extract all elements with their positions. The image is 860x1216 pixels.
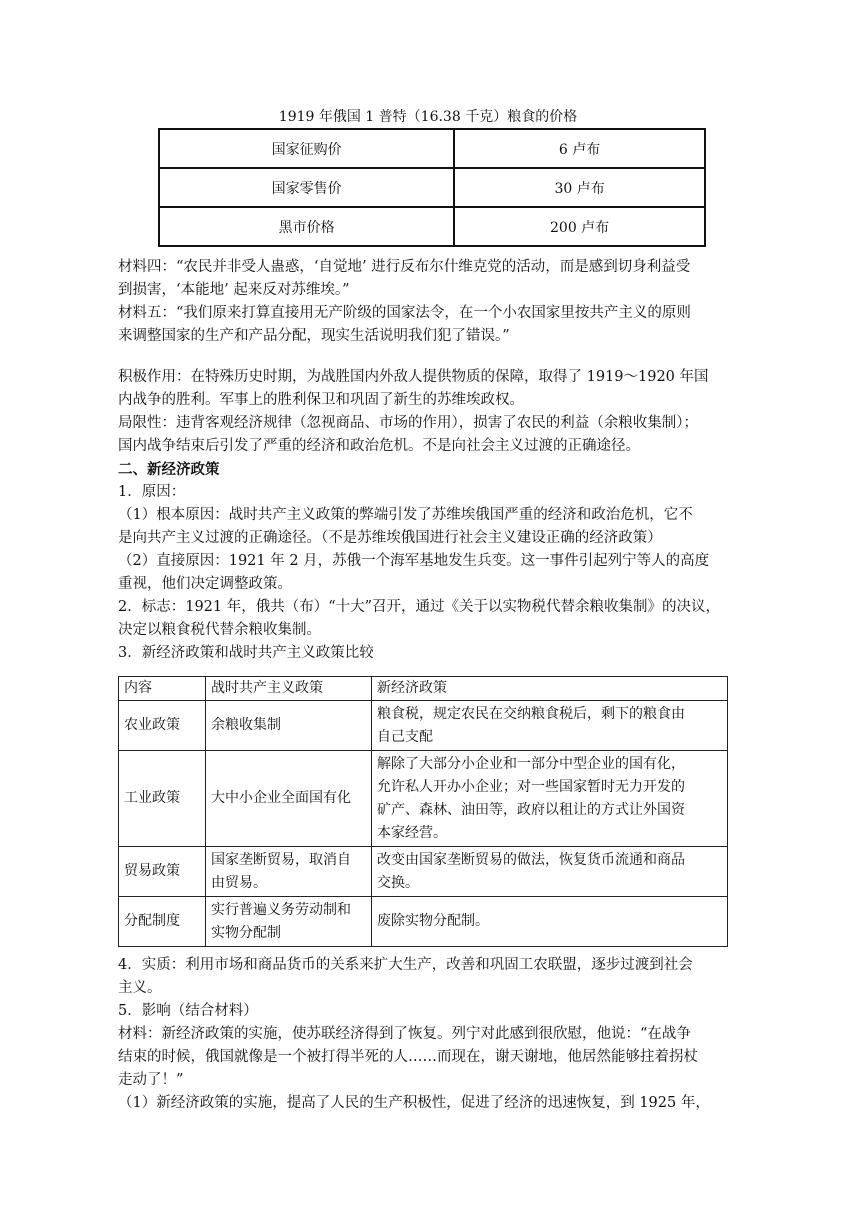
- war-policy-cell: [206, 751, 372, 847]
- section-heading: 二、新经济政策: [118, 461, 220, 478]
- table-row: [119, 701, 728, 751]
- table-row: [159, 207, 705, 246]
- cell-line: 国家垄断贸易，取消自: [211, 851, 351, 868]
- cell-line: 本家经营。: [377, 824, 447, 841]
- text-line: 3．新经济政策和战时共产主义政策比较: [118, 645, 374, 661]
- text-line: 决定以粮食税代替余粮收集制。: [118, 622, 321, 638]
- topic-cell: 贸易政策: [119, 847, 206, 897]
- table-row: [119, 897, 728, 947]
- topic-cell: 农业政策: [119, 701, 206, 751]
- table-cell: 30 卢布: [454, 168, 705, 207]
- table-cell: 国家征购价: [159, 129, 454, 168]
- text-line: 局限性：违背客观经济规律（忽视商品、市场的作用），损害了农民的利益（余粮收集制）；: [118, 415, 698, 431]
- text-line: 结束的时候，俄国就像是一个被打得半死的人……而现在，谢天谢地，他居然能够拄着拐杖: [118, 1049, 698, 1065]
- table-cell: 6 卢布: [454, 129, 705, 168]
- nep-policy-cell: [372, 751, 728, 847]
- nep-policy-cell: [372, 847, 728, 897]
- table-header-row: [119, 677, 728, 701]
- text-line: 内战争的胜利。军事上的胜利保卫和巩固了新生的苏维埃政权。: [118, 392, 524, 408]
- text-line: （1）新经济政策的实施，提高了人民的生产积极性，促进了经济的迅速恢复，到 1925 年，: [118, 1095, 710, 1111]
- table-row: [159, 168, 705, 207]
- text-line: 1．原因：: [118, 484, 186, 500]
- table-row: [159, 129, 705, 168]
- table-cell: 国家零售价: [159, 168, 454, 207]
- text-line: 走动了！”: [118, 1072, 184, 1088]
- table-cell: 200 卢布: [454, 207, 705, 246]
- table-row: [119, 847, 728, 897]
- nep-policy-cell: [372, 897, 728, 947]
- war-policy-cell: [206, 897, 372, 947]
- materials-paragraph: [118, 256, 738, 348]
- text-line: 5．影响（结合材料）: [118, 1003, 258, 1019]
- text-line: （1）根本原因：战时共产主义政策的弊端引发了苏维埃俄国严重的经济和政治危机，它不: [118, 507, 693, 523]
- cell-line: 实物分配制: [211, 924, 281, 941]
- price-table-caption: 1919 年俄国 1 普特（16.38 千克）粮食的价格: [278, 109, 578, 125]
- table-row: [119, 751, 728, 847]
- cell-line: 粮食税，规定农民在交纳粮食税后，剩下的粮食由: [377, 705, 685, 722]
- text-line: 是向共产主义过渡的正确途径。（不是苏维埃俄国进行社会主义建设正确的经济政策）: [118, 530, 662, 546]
- text-line: 重视，他们决定调整政策。: [118, 576, 292, 592]
- text-line: 4．实质：利用市场和商品货币的关系来扩大生产，改善和巩固工农联盟，逐步过渡到社会: [118, 957, 693, 973]
- header-cell: 新经济政策: [372, 677, 728, 701]
- nep-policy-cell: [372, 701, 728, 751]
- text-line: 材料：新经济政策的实施，使苏联经济得到了恢复。列宁对此感到很欣慰，他说：“在战争: [118, 1026, 691, 1042]
- cell-line: 允许私人开办小企业；对一些国家暂时无力开发的: [377, 778, 685, 795]
- cell-line: 实行普遍义务劳动制和: [211, 901, 351, 918]
- cell-line: 由贸易。: [211, 874, 267, 891]
- cell-line: 矿产、森林、油田等，政府以租让的方式让外国资: [377, 801, 685, 818]
- cell-line: 废除实物分配制。: [377, 913, 489, 929]
- nep-causes-paragraph: [118, 481, 738, 665]
- price-table: [158, 128, 706, 247]
- text-line: 到损害，‘本能地’ 起来反对苏维埃。”: [118, 282, 350, 298]
- cell-line: 解除了大部分小企业和一部分中型企业的国有化，: [377, 755, 685, 772]
- text-line: 积极作用：在特殊历史时期，为战胜国内外敌人提供物质的保障，取得了 1919～1920 年国: [118, 369, 709, 385]
- text-line: 主义。: [118, 980, 162, 996]
- text-line: 国内战争结束后引发了严重的经济和政治危机。不是向社会主义过渡的正确途径。: [118, 438, 640, 454]
- evaluation-paragraph: [118, 366, 738, 458]
- cell-line: 交换。: [377, 874, 419, 891]
- table-cell: 黑市价格: [159, 207, 454, 246]
- war-policy-cell: [206, 701, 372, 751]
- topic-cell: 工业政策: [119, 751, 206, 847]
- cell-line: 自己支配: [377, 728, 433, 745]
- policy-comparison-table: [118, 676, 728, 947]
- war-policy-cell: [206, 847, 372, 897]
- text-line: 2．标志：1921 年，俄共（布）“十大”召开，通过《关于以实物税代替余粮收集制》的决议，: [118, 599, 721, 615]
- header-cell: 内容: [119, 677, 206, 701]
- nep-essence-paragraph: [118, 954, 738, 1115]
- cell-line: 余粮收集制: [211, 717, 281, 733]
- text-line: （2）直接原因：1921 年 2 月，苏俄一个海军基地发生兵变。这一事件引起列宁等人的高度: [118, 553, 710, 569]
- text-line: 来调整国家的生产和产品分配，现实生活说明我们犯了错误。”: [118, 328, 510, 344]
- cell-line: 改变由国家垄断贸易的做法，恢复货币流通和商品: [377, 851, 685, 868]
- cell-line: 大中小企业全面国有化: [211, 790, 351, 806]
- text-line: 材料五：“我们原来打算直接用无产阶级的国家法令，在一个小农国家里按共产主义的原则: [118, 305, 691, 321]
- topic-cell: 分配制度: [119, 897, 206, 947]
- header-cell: 战时共产主义政策: [206, 677, 372, 701]
- text-line: 材料四：“农民并非受人蛊惑，‘自觉地’ 进行反布尔什维克党的活动，而是感到切身利益受: [118, 259, 691, 275]
